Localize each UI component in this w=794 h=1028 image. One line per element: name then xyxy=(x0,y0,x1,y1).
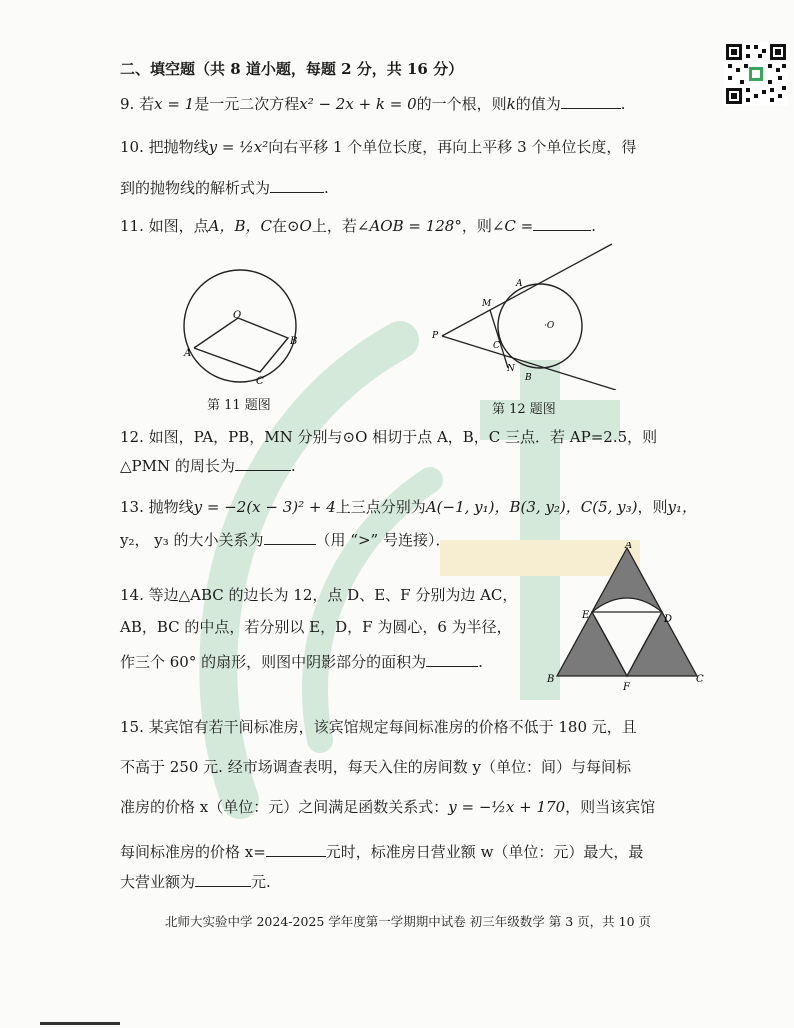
fig11-label-o: O xyxy=(233,310,242,321)
fig14-label-f: F xyxy=(623,682,630,690)
answer-blank-13[interactable] xyxy=(264,528,316,545)
fig12-caption: 第 12 题图 xyxy=(492,402,556,417)
question-15-line-5: 大营业额为 元. xyxy=(120,870,271,893)
question-12-line-1: 12. 如图，PA，PB，MN 分别与⊙O 相切于点 A，B，C 三点．若 AP=2.5，则 xyxy=(120,428,658,446)
fig12-tangent-pa xyxy=(442,244,612,336)
fig11-label-a: A xyxy=(184,348,192,359)
section-heading: 二、填空题（共 8 道小题，每题 2 分，共 16 分） xyxy=(120,60,464,78)
question-13-line-2: y₂， y₃ 的大小关系为 （用 “>” 号连接）． xyxy=(120,528,450,551)
fig14-label-a: A xyxy=(625,542,633,551)
fig12-label-o: ·O xyxy=(544,321,555,331)
figure-11 xyxy=(176,264,306,388)
answer-blank-15b[interactable] xyxy=(195,870,251,887)
fig11-quadrilateral xyxy=(194,318,288,372)
question-15-line-4: 每间标准房的价格 x= 元时，标准房日营业额 w（单位：元）最大，最 xyxy=(120,840,643,863)
answer-blank-14[interactable] xyxy=(426,650,478,667)
fig12-label-b: B xyxy=(525,373,532,383)
question-14-line-3: 作三个 60° 的扇形，则图中阴影部分的面积为 . xyxy=(120,650,483,673)
answer-blank-12[interactable] xyxy=(235,454,291,471)
page-footer: 北师大实验中学 2024-2025 学年度第一学期期中试卷 初三年级数学 第 3 页，共 10 页 xyxy=(165,914,651,929)
fig12-label-c: C xyxy=(493,341,500,351)
fig12-label-n: N xyxy=(507,364,515,374)
question-14-line-2: AB，BC 的中点，若分别以 E，D，F 为圆心，6 为半径， xyxy=(120,618,512,636)
fig14-label-c: C xyxy=(696,674,704,685)
fig12-label-m: M xyxy=(482,299,492,309)
bottom-edge-mark xyxy=(40,1022,120,1025)
question-14-line-1: 14. 等边△ABC 的边长为 12，点 D、E、F 分别为边 AC， xyxy=(120,586,518,604)
question-9: 9. 若x = 1是一元二次方程x² − 2x + k = 0的一个根，则k的值为 . xyxy=(120,92,626,115)
question-15-line-2: 不高于 250 元. 经市场调查表明，每天入住的房间数 y（单位：间）与每间标 xyxy=(120,758,631,776)
question-13-line-1: 13. 抛物线y = −2(x − 3)² + 4上三点分别为A(−1, y₁)，B(3, y₂)，C(5, y₃)，则y₁， xyxy=(120,498,698,516)
answer-blank-9[interactable] xyxy=(561,92,621,109)
fig12-label-a: A xyxy=(516,279,523,289)
question-12-line-2: △PMN 的周长为 . xyxy=(120,454,296,477)
question-11: 11. 如图，点A，B，C在⊙O上，若∠AOB = 128°，则∠C = . xyxy=(120,214,596,237)
question-10-line-1: 10. 把抛物线y = ½x²向右平移 1 个单位长度，再向上平移 3 个单位长度，得 xyxy=(120,138,637,156)
question-10-line-2: 到的抛物线的解析式为 . xyxy=(120,176,329,199)
answer-blank-11[interactable] xyxy=(533,214,591,231)
fig11-label-b: B xyxy=(290,336,298,347)
qr-code-icon xyxy=(724,42,788,106)
figure-12 xyxy=(430,240,626,390)
answer-blank-15a[interactable] xyxy=(266,840,326,857)
question-15-line-3: 准房的价格 x（单位：元）之间满足函数关系式：y = −½x + 170，则当该宾馆 xyxy=(120,798,656,816)
fig11-label-c: C xyxy=(256,376,264,387)
fig14-label-b: B xyxy=(547,674,555,685)
answer-blank-10[interactable] xyxy=(270,176,324,193)
fig12-label-p: P xyxy=(432,331,439,341)
fig14-label-d: D xyxy=(664,614,673,625)
fig11-caption: 第 11 题图 xyxy=(207,398,271,413)
question-15-line-1: 15. 某宾馆有若干间标准房，该宾馆规定每间标准房的价格不低于 180 元，且 xyxy=(120,718,637,736)
figure-14 xyxy=(545,542,705,690)
fig12-circle xyxy=(498,284,582,368)
fig14-label-e: E xyxy=(582,610,590,621)
